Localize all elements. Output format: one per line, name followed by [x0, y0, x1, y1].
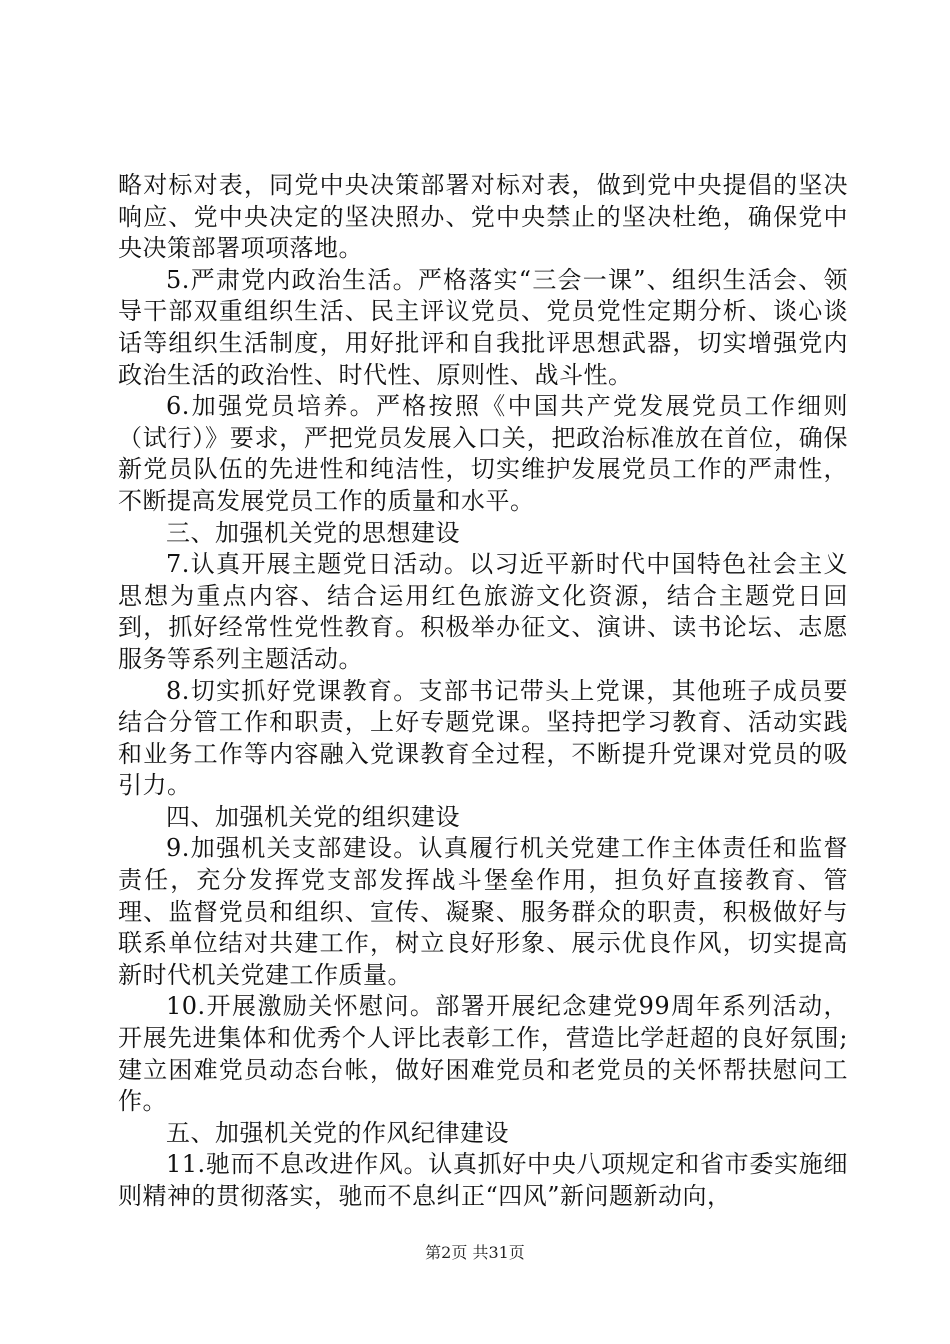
section-heading-4: 四、加强机关党的组织建设: [166, 802, 460, 831]
paragraph-item-11: 11.驰而不息改进作风。认真抓好中央八项规定和省市委实施细则精神的贯彻落实，驰而不息纠正“四风”新问题新动向，: [118, 1150, 848, 1210]
section-heading-3: 三、加强机关党的思想建设: [166, 518, 460, 547]
page-number-footer: 第2页 共31页: [425, 1243, 525, 1262]
paragraph-item-5: 5.严肃党内政治生活。严格落实“三会一课”、组织生活会、领导干部双重组织生活、民主评议党员、党员党性定期分析、谈心谈话等组织生活制度，用好批评和自我批评思想武器，切实增强党内政治生活的政治性、时代性、原则性、战斗性。: [118, 265, 848, 389]
section-heading-5: 五、加强机关党的作风纪律建设: [166, 1118, 509, 1147]
paragraph-item-9: 9.加强机关支部建设。认真履行机关党建工作主体责任和监督责任，充分发挥党支部发挥战斗堡垒作用，担负好直接教育、管理、监督党员和组织、宣传、凝聚、服务群众的职责，积极做好与联系单位结对共建工作，树立良好形象、展示优良作风，切实提高新时代机关党建工作质量。: [118, 834, 848, 989]
document-body: [118, 170, 848, 1213]
paragraph-continuation: 略对标对表，同党中央决策部署对标对表，做到党中央提倡的坚决响应、党中央决定的坚决照办、党中央禁止的坚决杜绝，确保党中央决策部署项项落地。: [118, 171, 848, 263]
paragraph-item-10: 10.开展激励关怀慰问。部署开展纪念建党99周年系列活动，开展先进集体和优秀个人评比表彰工作，营造比学赶超的良好氛围;建立困难党员动态台帐，做好困难党员和老党员的关怀帮扶慰问工作。: [118, 992, 848, 1116]
paragraph-item-7: 7.认真开展主题党日活动。以习近平新时代中国特色社会主义思想为重点内容、结合运用红色旅游文化资源，结合主题党日回到，抓好经常性党性教育。积极举办征文、演讲、读书论坛、志愿服务等系列主题活动。: [118, 550, 848, 673]
paragraph-item-6: 6.加强党员培养。严格按照《中国共产党发展党员工作细则（试行）》要求，严把党员发展入口关，把政治标准放在首位，确保新党员队伍的先进性和纯洁性，切实维护发展党员工作的严肃性，不断提高发展党员工作的质量和水平。: [118, 392, 848, 515]
paragraph-item-8: 8.切实抓好党课教育。支部书记带头上党课，其他班子成员要结合分管工作和职责，上好专题党课。坚持把学习教育、活动实践和业务工作等内容融入党课教育全过程，不断提升党课对党员的吸引力。: [118, 676, 848, 800]
